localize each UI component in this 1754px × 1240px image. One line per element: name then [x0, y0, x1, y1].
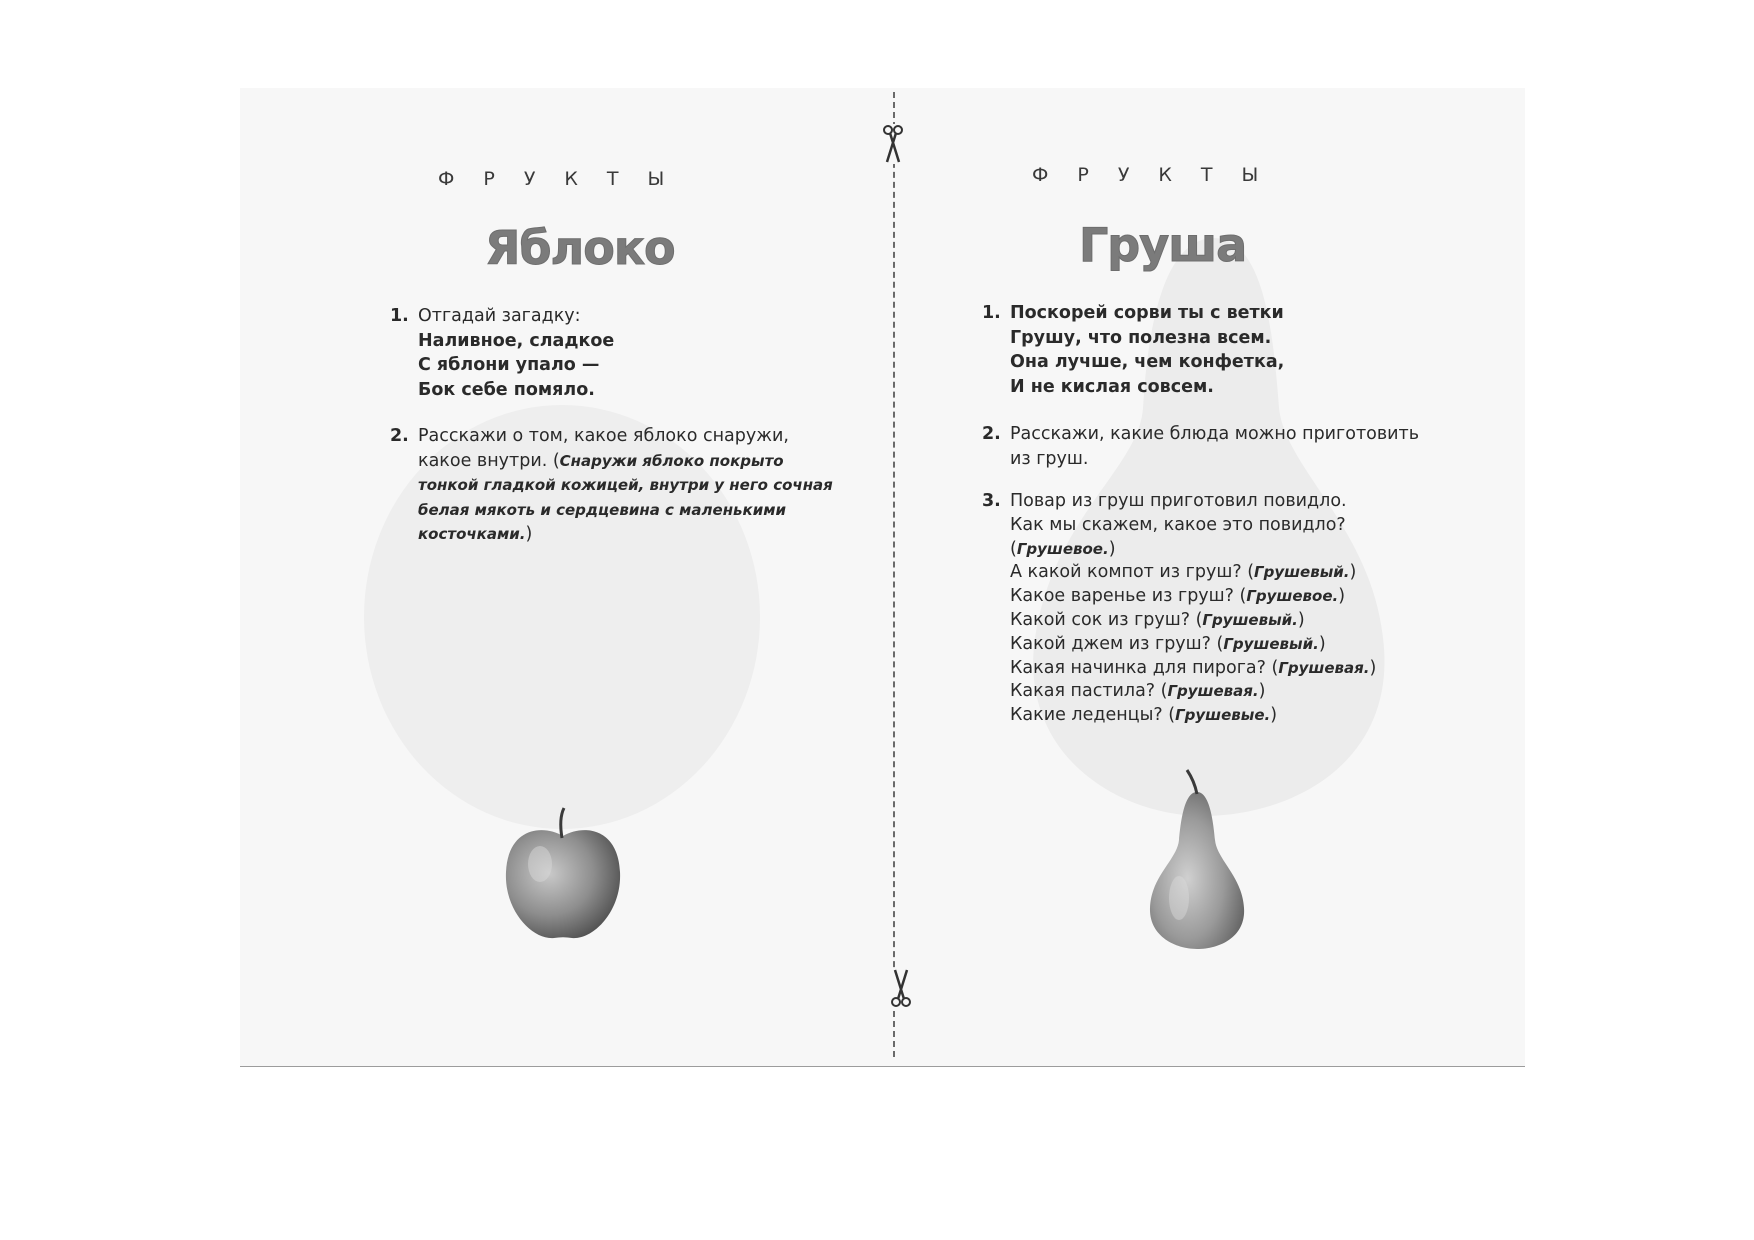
task-text: )	[525, 524, 533, 544]
apple-picture	[502, 806, 624, 942]
poem-line: Поскорей сорви ты с ветки	[1010, 303, 1284, 323]
answer-text: косточками.	[418, 525, 526, 543]
question-text: Какая начинка для пирога?	[1010, 657, 1272, 678]
task-3: 3. Повар из груш приготовил повидло. Как мы скажем, какое это повидло? (Грушевое.) А какой компот из груш? (Грушевый.) Какое варенье из груш? (Грушевое.) Какой сок из груш? (Грушевый.) Какой джем из груш? (Грушевый.) Какая начинка для пирога? (Грушевая.) Какая пастила? (Грушевая.) Какие леденцы? (Грушевые.)	[982, 491, 1377, 726]
page-apple	[240, 88, 893, 1066]
answer-text: Грушевый.	[1223, 634, 1319, 653]
riddle-line: Наливное, сладкое	[418, 330, 615, 351]
answer-text: Грушевое.	[1246, 587, 1339, 606]
task-text: Расскажи, какие блюда можно приготовить	[1010, 424, 1420, 444]
scissors-icon	[881, 124, 905, 164]
page-pear	[893, 88, 1525, 1066]
question-text: Повар из груш приготовил повидло.	[1010, 491, 1347, 511]
question-text: Как мы скажем, какое это повидло?	[1010, 514, 1346, 535]
question-text: Какие леденцы?	[1010, 705, 1169, 726]
question-text: А какой компот из груш?	[1010, 562, 1248, 583]
scissors-icon	[889, 968, 913, 1008]
task-text: какое внутри. (	[418, 450, 560, 471]
answer-text: Грушевый.	[1254, 563, 1350, 582]
task-number: 1.	[390, 306, 409, 326]
question-text: Какая пастила?	[1010, 681, 1161, 702]
pear-picture	[1147, 768, 1247, 950]
task-1	[982, 301, 1284, 399]
task-2	[982, 422, 1419, 471]
page-title: Яблоко	[485, 221, 675, 275]
task-number: 1.	[982, 303, 1001, 323]
task-number: 2.	[390, 426, 409, 446]
section-label: ФРУКТЫ	[438, 168, 694, 190]
question-text: Какое варенье из груш?	[1010, 586, 1240, 607]
booklet-spread	[240, 88, 1525, 1067]
answer-text: Грушевые.	[1175, 706, 1271, 725]
task-2	[390, 424, 833, 547]
answer-text: Грушевая.	[1278, 658, 1370, 677]
question-text: Какой сок из груш?	[1010, 609, 1196, 630]
page-title: Груша	[1079, 218, 1247, 272]
task-text: Расскажи о том, какое яблоко снаружи,	[418, 426, 789, 446]
task-text: из груш.	[1010, 448, 1089, 469]
answer-text: Грушевая.	[1167, 682, 1259, 701]
answer-text: Грушевый.	[1202, 610, 1298, 629]
task-number: 3.	[982, 491, 1001, 511]
poem-line: Грушу, что полезна всем.	[1010, 327, 1272, 348]
question-text: Какой джем из груш?	[1010, 633, 1217, 654]
task-number: 2.	[982, 424, 1001, 444]
riddle-line: Бок себе помяло.	[418, 379, 595, 400]
cut-line	[893, 92, 895, 1057]
section-label: ФРУКТЫ	[1032, 164, 1288, 186]
answer-text: Снаружи яблоко покрыто	[559, 451, 784, 470]
answer-text: Грушевое.	[1016, 539, 1109, 558]
riddle-line: С яблони упало —	[418, 355, 600, 375]
answer-text: белая мякоть и сердцевина с маленькими	[418, 500, 787, 519]
poem-line: Она лучше, чем конфетка,	[1010, 352, 1285, 372]
task-1	[390, 304, 614, 402]
task-lead: Отгадай загадку:	[418, 306, 581, 326]
poem-line: И не кислая совсем.	[1010, 376, 1214, 397]
answer-text: тонкой гладкой кожицей, внутри у него сочная	[418, 476, 833, 494]
